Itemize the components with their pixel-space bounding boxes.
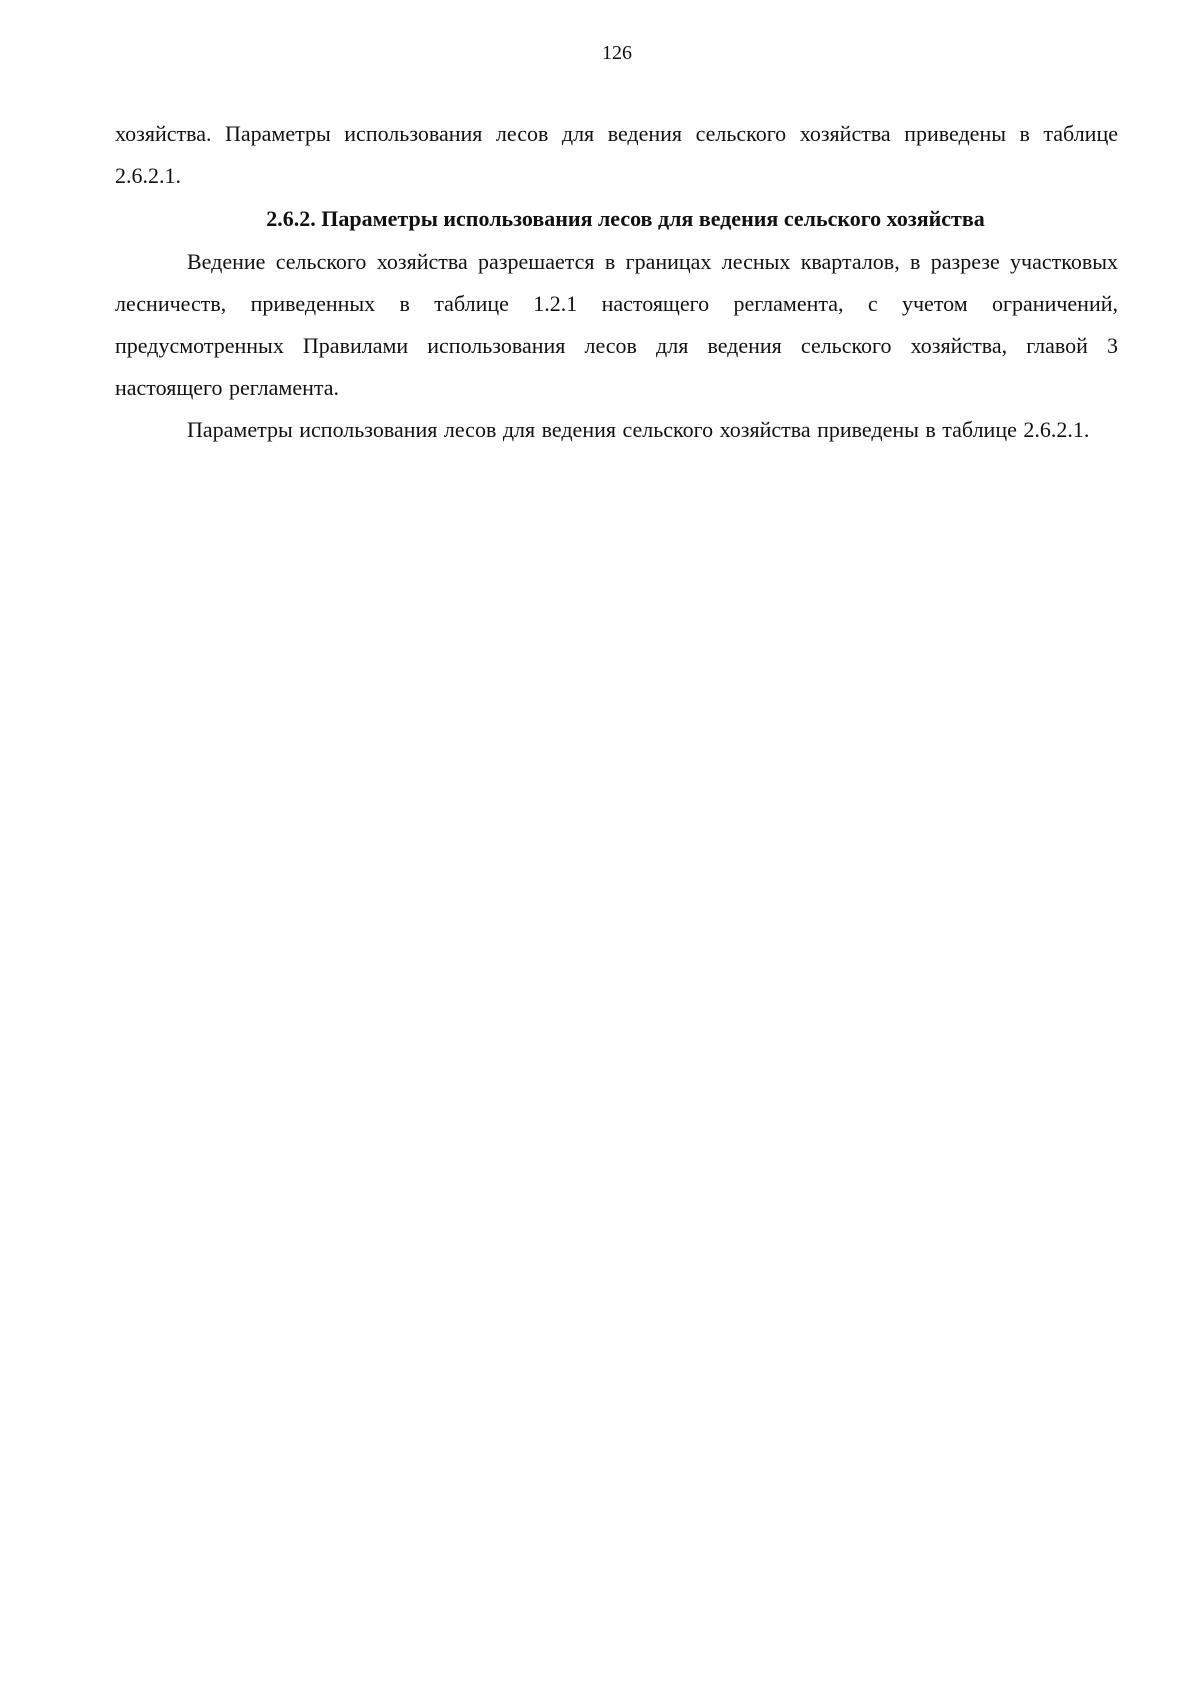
page-number: 126 — [602, 42, 632, 64]
body-paragraph: Ведение сельского хозяйства разрешается в границах лесных кварталов, в разрезе участковых лесничеств, приведенных в таблице 1.2.1 настоящего регламента, с учетом ограничений, предусмотренных Правилами использования лесов для ведения сельского хозяйства, главой 3 настоящего регламента. — [115, 249, 1118, 400]
section-heading: 2.6.2. Параметры использования лесов для ведения сельского хозяйства — [266, 206, 985, 231]
continuation-paragraph: хозяйства. Параметры использования лесов для ведения сельского хозяйства приведены в таблице 2.6.2.1. — [115, 121, 1118, 188]
page-content — [115, 113, 1118, 451]
body-paragraph: Параметры использования лесов для ведения сельского хозяйства приведены в таблице 2.6.2.1. — [187, 417, 1090, 442]
